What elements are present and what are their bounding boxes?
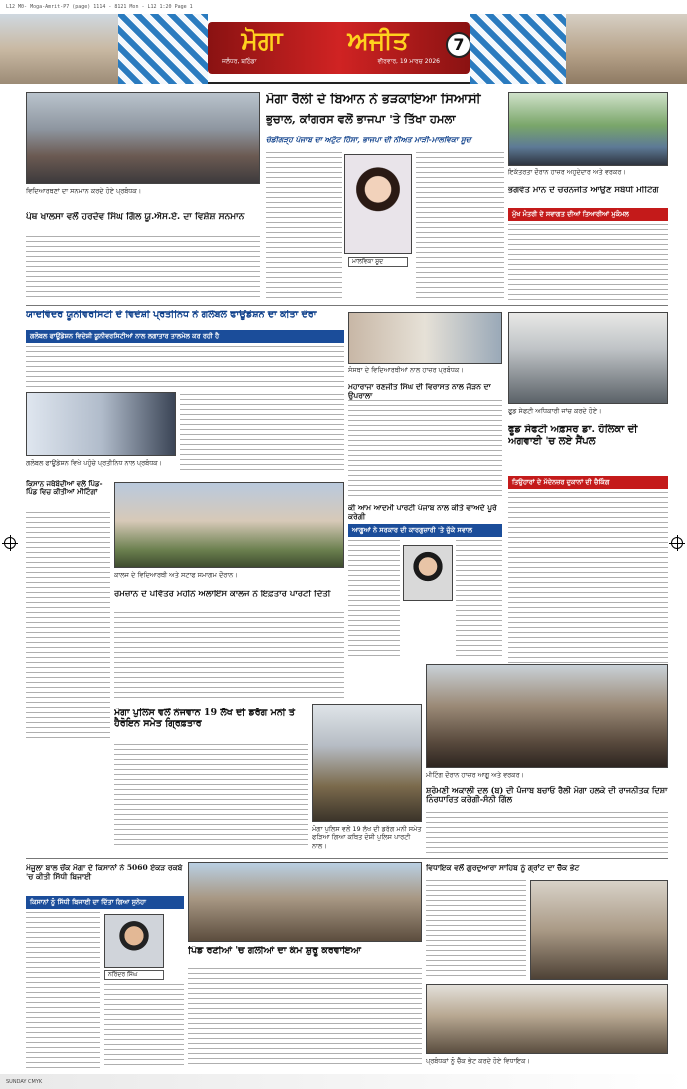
headline-aap-promises: ਕੀ ਆਮ ਆਦਮੀ ਪਾਰਟੀ ਪੰਜਾਬ ਨਾਲ ਕੀਤੇ ਵਾਅਦੇ ਪੂਰੇ ਕਰੇਗੀ — [348, 504, 497, 521]
photo-food-safety — [508, 312, 668, 404]
photo-village-gathering — [188, 862, 422, 942]
caption-students: ਸੰਸਥਾ ਦੇ ਵਿਦਿਆਰਥੀਆਂ ਨਾਲ ਹਾਜ਼ਰ ਪ੍ਰਬੰਧਕ। — [348, 366, 464, 374]
caption-meeting: ਇਕੱਤਰਤਾ ਦੌਰਾਨ ਹਾਜ਼ਰ ਅਹੁਦੇਦਾਰ ਅਤੇ ਵਰਕਰ। — [508, 168, 626, 176]
body-farmers — [26, 912, 100, 1068]
farmer-name: ਨਰਿੰਦਰ ਸਿੰਘ — [104, 970, 164, 980]
body-police — [114, 744, 308, 848]
headline-village-streets: ਪਿੰਡ ਰਣੀਆਂ 'ਚ ਗਲੀਆਂ ਦਾ ਕੰਮ ਸ਼ੁਰੂ ਕਰਵਾਇਆ — [188, 946, 361, 956]
print-slug: L12 M0- Moga-Amrit-P7 (page) 1114 - 8121 Mon - L12 1:20 Page 1 — [6, 4, 193, 10]
body-akali — [426, 812, 668, 856]
photo-students — [348, 312, 502, 364]
headline-university: ਯਾਦਵਿੰਦਰ ਯੂਨੀਵਰਸਿਟੀ ਦੇ ਵਿਦੇਸ਼ੀ ਪ੍ਰਤੀਨਿਧ ਨੇ ਗਲੋਬਲ ਫਾਊਂਡੇਸ਼ਨ ਦਾ ਕੀਤਾ ਦੌਰਾ — [26, 310, 317, 320]
masthead-photo-right — [566, 14, 687, 84]
body-aap-promises-2 — [456, 540, 502, 658]
masthead-date: ਵੀਰਵਾਰ, 19 ਮਾਰਚ 2026 — [377, 58, 440, 65]
divider-top — [26, 305, 668, 306]
headline-farmers: ਮੰਜੂਲਾ ਬਾਲ ਚੌਂਕ ਮੋਗਾ ਦੇ ਕਿਸਾਨਾਂ ਨੇ 5060 ਏਕੜ ਰਕਬੇ 'ਚ ਕੀਤੀ ਸਿੱਧੀ ਬਿਜਾਈ — [26, 864, 183, 881]
masthead-subtitle: ਜਲੰਧਰ, ਬਠਿੰਡਾ — [222, 58, 257, 65]
body-aap-promises — [348, 540, 400, 658]
masthead-photo-left — [0, 14, 118, 84]
body-left-column — [26, 512, 110, 742]
caption-mla-grant: ਪ੍ਰਬੰਧਕਾਂ ਨੂੰ ਚੈੱਕ ਭੇਟ ਕਰਦੇ ਹੋਏ ਵਿਧਾਇਕ। — [426, 1057, 530, 1065]
headline-meeting: ਭਗਵੰਤ ਮਾਨ ਦੇ ਚਰਨਜੀਤ ਆਉਣ ਸਬੰਧੀ ਮੀਟਿੰਗ — [508, 186, 659, 195]
bar-food-safety: ਤਿਉਹਾਰਾਂ ਦੇ ਮੱਦੇਨਜ਼ਰ ਦੁਕਾਨਾਂ ਦੀ ਚੈਕਿੰਗ — [508, 476, 668, 489]
lead-headline-1: ਮੋਗਾ ਰੈਲੀ ਦੇ ਬਿਆਨ ਨੇ ਭੜਕਾਇਆ ਸਿਆਸੀ — [266, 93, 481, 107]
subhead-aap-promises: ਆਗੂਆਂ ਨੇ ਸਰਕਾਰ ਦੀ ਕਾਰਗੁਜ਼ਾਰੀ 'ਤੇ ਚੁੱਕੇ ਸਵਾਲ — [348, 524, 502, 537]
registration-mark-left — [4, 537, 16, 549]
masthead-pattern-left — [118, 14, 208, 84]
headline-food-safety: ਫੂਡ ਸੇਫਟੀ ਅਫ਼ਸਰ ਡਾ. ਹੋਲਿਕਾ ਦੀ ਅਗਵਾਈ 'ਚ ਲਏ ਸੈਂਪਲ — [508, 424, 638, 447]
bar-farmers: ਕਿਸਾਨਾਂ ਨੂੰ ਸਿੱਧੀ ਬਿਜਾਈ ਦਾ ਦਿੱਤਾ ਗਿਆ ਸੁਨੇਹਾ — [26, 896, 184, 909]
lead-photo — [344, 154, 412, 254]
body-farmers-2 — [104, 984, 184, 1068]
bar-meeting: ਮੁੱਖ ਮੰਤਰੀ ਦੇ ਸਵਾਗਤ ਦੀਆਂ ਤਿਆਰੀਆਂ ਮੁਕੰਮਲ — [508, 208, 668, 221]
headline-mla-grant: ਵਿਧਾਇਕ ਵਲੋਂ ਗੁਰਦੁਆਰਾ ਸਾਹਿਬ ਨੂੰ ਗ੍ਰਾਂਟ ਦਾ ਚੈੱਕ ਭੇਟ — [426, 864, 580, 872]
caption-police: ਮੋਗਾ ਪੁਲਿਸ ਵਲੋਂ 19 ਲੱਖ ਦੀ ਡਰੱਗ ਮਨੀ ਸਮੇਤ ਫੜਿਆ ਗਿਆ ਕਥਿਤ ਦੋਸ਼ੀ ਪੁਲਿਸ ਪਾਰਟੀ ਨਾਲ। — [312, 825, 422, 850]
body-college — [114, 612, 344, 702]
divider-bottom — [26, 858, 668, 859]
photo-university — [26, 392, 176, 456]
body-university — [26, 346, 344, 390]
body-mla-grant — [426, 880, 526, 980]
photo-aap-leader — [403, 545, 453, 601]
caption-akali: ਮੀਟਿੰਗ ਦੌਰਾਨ ਹਾਜ਼ਰ ਆਗੂ ਅਤੇ ਵਰਕਰ। — [426, 771, 525, 779]
photo-honor — [26, 92, 260, 184]
masthead-title-ajit: ਅਜੀਤ — [347, 26, 409, 55]
headline-heritage: ਮਹਾਰਾਜਾ ਰਣਜੀਤ ਸਿੰਘ ਦੀ ਵਿਰਾਸਤ ਨਾਲ ਜੋੜਨ ਦਾ ਉਪਰਾਲਾ — [348, 383, 491, 400]
lead-photo-name: ਮਾਲਵਿਕਾ ਸੂਦ — [348, 257, 408, 267]
caption-college: ਕਾਲਜ ਦੇ ਵਿਦਿਆਰਥੀ ਅਤੇ ਸਟਾਫ ਸਮਾਗਮ ਦੌਰਾਨ। — [114, 571, 238, 579]
body-university-2 — [180, 394, 344, 474]
page-number: 7 — [446, 32, 472, 58]
body-heritage — [348, 400, 502, 500]
headline-honor: ਪੰਥ ਖਾਲਸਾ ਵਲੋਂ ਹਰਦੇਵ ਸਿੰਘ ਗਿੱਲ ਯੂ.ਐਸ.ਏ. ਦਾ ਵਿਸ਼ੇਸ਼ ਸਨਮਾਨ — [26, 212, 245, 222]
photo-meeting — [508, 92, 668, 166]
masthead — [0, 14, 687, 84]
body-food-safety — [508, 492, 668, 664]
caption-food-safety: ਫੂਡ ਸੇਫਟੀ ਅਧਿਕਾਰੀ ਜਾਂਚ ਕਰਦੇ ਹੋਏ। — [508, 407, 602, 415]
photo-college — [114, 482, 344, 568]
body-honor — [26, 236, 260, 300]
bar-university: ਗਲੋਬਲ ਫਾਊਂਡੇਸ਼ਨ ਵਿਦੇਸ਼ੀ ਯੂਨੀਵਰਸਿਟੀਆਂ ਨਾਲ ਲਗਾਤਾਰ ਤਾਲਮੇਲ ਕਰ ਰਹੀ ਹੈ — [26, 330, 344, 343]
caption-honor: ਵਿਦਿਆਰਥਣਾਂ ਦਾ ਸਨਮਾਨ ਕਰਦੇ ਹੋਏ ਪ੍ਰਬੰਧਕ। — [26, 187, 142, 195]
headline-left-column: ਕਿਸਾਨ ਜਥੇਬੰਦੀਆਂ ਵਲੋਂ ਪਿੰਡ-ਪਿੰਡ ਵਿਚ ਕੀਤੀਆਂ ਮੀਟਿੰਗਾਂ — [26, 480, 103, 497]
lead-body-right — [416, 152, 504, 300]
caption-university: ਗਲੋਬਲ ਫਾਊਂਡੇਸ਼ਨ ਵਿਖੇ ਪਹੁੰਚੇ ਪ੍ਰਤੀਨਿਧ ਨਾਲ ਪ੍ਰਬੰਧਕ। — [26, 459, 163, 467]
headline-akali: ਸ਼੍ਰੋਮਣੀ ਅਕਾਲੀ ਦਲ (ਬ) ਦੀ ਪੰਜਾਬ ਬਚਾਓ ਰੈਲੀ ਮੋਗਾ ਹਲਕੇ ਦੀ ਰਾਜਨੀਤਕ ਦਿਸ਼ਾ ਨਿਰਧਾਰਿਤ ਕਰੇਗੀ-ਸੰਨੀ ਗਿੱਲ — [426, 786, 668, 805]
lead-headline-2: ਭੁਚਾਲ, ਕਾਂਗਰਸ ਵਲੋਂ ਭਾਜਪਾ 'ਤੇ ਤਿੱਖਾ ਹਮਲਾ — [266, 113, 456, 126]
headline-police: ਮੋਗਾ ਪੁਲਿਸ ਵਲੋਂ ਨੌਜਵਾਨ 19 ਲੱਖ ਦੀ ਡਰੱਗ ਮਨੀ ਤੇ ਹੈਰੋਇਨ ਸਮੇਤ ਗ੍ਰਿਫ਼ਤਾਰ — [114, 708, 296, 729]
footer-color-strip: SUNDAY CMYK — [0, 1074, 687, 1089]
masthead-pattern-right — [470, 14, 566, 84]
photo-mla-grant-2 — [426, 984, 668, 1054]
registration-mark-right — [671, 537, 683, 549]
photo-police — [312, 704, 422, 822]
photo-farmer — [104, 914, 164, 968]
photo-akali-meeting — [426, 664, 668, 768]
lead-body-left — [266, 152, 342, 300]
photo-mla-grant — [530, 880, 668, 980]
body-meeting — [508, 224, 668, 300]
body-village-streets — [188, 968, 422, 1068]
lead-subhead: ਚੰਡੀਗੜ੍ਹ ਪੰਜਾਬ ਦਾ ਅਟੁੱਟ ਹਿੱਸਾ, ਭਾਜਪਾ ਦੀ ਨੀਅਤ ਮਾੜੀ-ਮਾਲਵਿਕਾ ਸੂਦ — [266, 136, 471, 144]
headline-college: ਰਮਜ਼ਾਨ ਦੇ ਪਵਿੱਤਰ ਮਹੀਨੇ ਅਲਾਇੰਸ ਕਾਲਜ ਨੇ ਇਫ਼ਤਾਰ ਪਾਰਟੀ ਦਿੱਤੀ — [114, 590, 331, 599]
masthead-title-moga: ਮੋਗਾ — [241, 26, 283, 55]
